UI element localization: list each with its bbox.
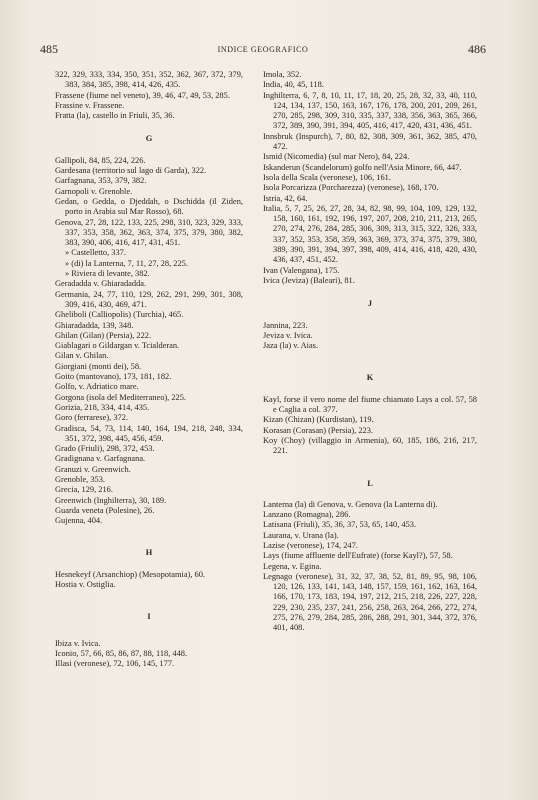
section-spacer [55, 559, 243, 570]
index-entry: Innsbruk (Inspurch), 7, 80, 82, 308, 309, 361, 362, 385, 470, 472. [263, 131, 477, 152]
section-letter: H [145, 548, 153, 558]
right-index-column [263, 70, 477, 634]
index-entry: Latisana (Friuli), 35, 36, 37, 53, 65, 140, 453. [263, 520, 417, 530]
index-entry: Legnago (veronese), 31, 32, 37, 38, 52, 81, 89, 95, 98, 106, 120, 126, 133, 141, 143, 148, 157, 159, 161, 162, 163, 164, 166, 170, 173, 183, 194, 197, 212, 215, 218, 226, 227, 228, 229, 230, 235, 237, 241, 256, 258, 263, 264, 266, 272, 274, 275, 276, 279, 284, 285, 286, 288, 291, 301, 344, 372, 376, 401, 408. [263, 571, 477, 633]
index-entry: Gilan v. Ghilan. [55, 351, 109, 361]
running-title: INDICE GEOGRAFICO [217, 45, 309, 54]
index-entry: Jaza (la) v. Aias. [263, 341, 319, 351]
index-entry: Istria, 42, 64. [263, 193, 308, 203]
index-entry: Greenwich (Inghilterra), 30, 189. [55, 495, 167, 505]
section-letter: G [145, 134, 153, 144]
index-entry: Isola della Scala (veronese), 106, 161. [263, 172, 391, 182]
index-entry: Grenoble, 353. [55, 474, 106, 484]
section-letter: K [366, 373, 374, 383]
section-spacer [263, 310, 477, 321]
section-letter: I [147, 612, 151, 622]
index-entry: Kayl, forse il vero nome del fiume chiamato Lays a col. 57, 58 e Caglia a col. 377. [263, 394, 477, 415]
index-entry: Ghilan (Gilan) (Persia), 222. [55, 330, 152, 340]
index-entry: Hesnekeyf (Arsanchiop) (Mesopotamia), 60. [55, 569, 206, 579]
index-entry: Granuzi v. Greenwich. [55, 464, 131, 474]
index-entry: Goro (ferrarese), 372. [55, 413, 129, 423]
index-entry: Gheliboli (Calliopolis) (Turchia), 465. [55, 310, 184, 320]
index-entry: Goito (mantovano), 173, 181, 182. [55, 372, 172, 382]
index-entry: Gradisca, 54, 73, 114, 140, 164, 194, 218, 248, 334, 351, 372, 398, 445, 456, 459. [55, 423, 243, 443]
page-header [40, 42, 486, 58]
index-entry: Gardesana (territorio sul lago di Garda), 322. [55, 166, 207, 176]
section-letter: L [367, 478, 373, 488]
index-entry: Koy (Choy) (villaggio in Armenia), 60, 185, 186, 216, 217, 221. [263, 435, 477, 456]
section-spacer [263, 489, 477, 500]
index-entry: Gorizia, 218, 334, 414, 435. [55, 402, 150, 412]
index-entry: Korasan (Corasan) (Persia), 223. [263, 425, 374, 435]
index-entry: Gorgona (isola del Mediterraneo), 225. [55, 392, 187, 402]
index-entry: Ghiaradadda, 139, 348. [55, 320, 134, 330]
index-entry: Jannina, 223. [263, 320, 308, 330]
index-entry: Grecia, 129, 216. [55, 485, 113, 495]
index-entry: Ibiza v. Ivica. [55, 638, 101, 648]
index-entry: Iskanderun (Scandelorum) golfo nell'Asia Minore, 66, 447. [263, 162, 462, 172]
index-entry: Illasi (veronese), 72, 106, 145, 177. [55, 659, 175, 669]
index-entry: Iconio, 57, 66, 85, 86, 87, 88, 118, 448. [55, 648, 188, 658]
index-entry: Guarda veneta (Polesine), 26. [55, 505, 155, 515]
index-entry: Golfo, v. Adriatico mare. [55, 382, 139, 392]
index-entry: Germania, 24, 77, 110, 129, 262, 291, 299, 301, 308, 309, 416, 430, 469, 471. [55, 289, 243, 309]
index-entry: Giablagari o Gildargan v. Tcialderan. [55, 341, 180, 351]
index-entry: Inghilterra, 6, 7, 8, 10, 11, 17, 18, 20, 25, 28, 32, 33, 40, 110, 124, 134, 137, 150, 163, 167, 176, 178, 200, 201, 209, 261, 270, 285, 298, 309, 310, 335, 337, 338, 356, 363, 365, 366, 372, 389, 390, 391, 394, 405, 416, 417, 420, 431, 436, 451. [263, 90, 477, 131]
index-entry: » (di) la Lanterna, 7, 11, 27, 28, 225. [65, 258, 188, 268]
index-entry: Lazise (veronese), 174, 247. [263, 540, 358, 550]
right-page-number: 486 [468, 42, 486, 56]
index-entry: Frassine v. Frassene. [55, 100, 125, 110]
left-page-number: 485 [40, 42, 58, 56]
index-entry: Ivica (Jeviza) (Baleari), 81. [263, 275, 355, 285]
section-spacer [55, 526, 243, 548]
index-entry: Ismid (Nicomedia) (sul mar Nero), 84, 224. [263, 152, 410, 162]
index-entry: 322, 329, 333, 334, 350, 351, 352, 362, 367, 372, 379, 383, 384, 385, 398, 414, 426, 435. [55, 70, 243, 90]
section-spacer [55, 623, 243, 639]
index-entry: Fratta (la), castello in Friuli, 35, 36. [55, 111, 175, 121]
index-entry: Geradadda v. Ghiaradadda. [55, 279, 147, 289]
index-entry: Gedan, o Gedda, o Djeddah, o Dschidda (il Ziden, porto in Arabia sul Mar Rosso), 68. [55, 196, 243, 217]
index-entry: Kizan (Chizan) (Kurdistan), 119. [263, 415, 374, 425]
left-index-column [55, 70, 243, 670]
index-entry: Hostia v. Ostiglia. [55, 580, 116, 590]
section-spacer [263, 286, 477, 299]
index-entry: Gujenna, 404. [55, 516, 103, 526]
index-entry: Frassene (fiume nel veneto), 39, 46, 47, 49, 53, 285. [55, 90, 230, 100]
index-entry: Gallipoli, 84, 85, 224, 226. [55, 155, 146, 165]
index-entry: » Riviera di levante, 382. [65, 269, 150, 279]
index-entry: Legena, v. Egina. [263, 561, 322, 571]
index-entry: Ivan (Valengana), 175. [263, 265, 340, 275]
section-spacer [55, 121, 243, 134]
index-entry: India, 40, 45, 118. [263, 80, 324, 90]
index-entry: Garfagnana, 353, 379, 382. [55, 176, 147, 186]
index-entry: Laurana, v. Urana (la). [263, 530, 339, 540]
section-spacer [263, 384, 477, 395]
index-entry: Grado (Friuli), 298, 372, 453. [55, 444, 155, 454]
section-spacer [55, 590, 243, 612]
index-entry: Lays (fiume affluente dell'Eufrate) (forse Kayl?), 57, 58. [263, 551, 453, 561]
index-entry: Genova, 27, 28, 122, 133, 225, 298, 310, 323, 329, 333, 337, 353, 358, 362, 363, 374, 375, 379, 380, 382, 383, 390, 406, 416, 417, 431, 451. [55, 217, 243, 248]
index-entry: Lanterna (la) di Genova, v. Genova (la Lanterna di). [263, 499, 438, 509]
index-entry: Gradignana v. Garfagnana. [55, 454, 146, 464]
index-entry: » Castelletto, 337. [65, 248, 126, 258]
index-entry: Isola Porcarizza (Porcharezza) (veronese), 168, 170. [263, 183, 439, 193]
index-entry: Jeviza v. Ivica. [263, 330, 313, 340]
section-letter: J [367, 299, 373, 309]
index-entry: Garnopoli v. Grenoble. [55, 186, 133, 196]
section-spacer [55, 145, 243, 156]
index-entry: Italia, 5, 7, 25, 26, 27, 28, 34, 82, 98, 99, 104, 109, 129, 132, 158, 160, 161, 192, 196, 197, 207, 208, 210, 211, 213, 265, 270, 274, 276, 284, 285, 306, 309, 313, 315, 322, 326, 333, 337, 352, 353, 358, 359, 363, 369, 373, 374, 375, 379, 380, 389, 390, 391, 394, 397, 398, 409, 414, 416, 418, 420, 430, 436, 437, 451, 452. [263, 203, 477, 265]
index-entry: Imola, 352. [263, 70, 302, 79]
index-entry: Giorgiani (monti dei), 58. [55, 361, 142, 371]
index-entry: Lanzano (Romagna), 286. [263, 510, 351, 520]
section-spacer [263, 457, 477, 479]
section-spacer [263, 351, 477, 373]
